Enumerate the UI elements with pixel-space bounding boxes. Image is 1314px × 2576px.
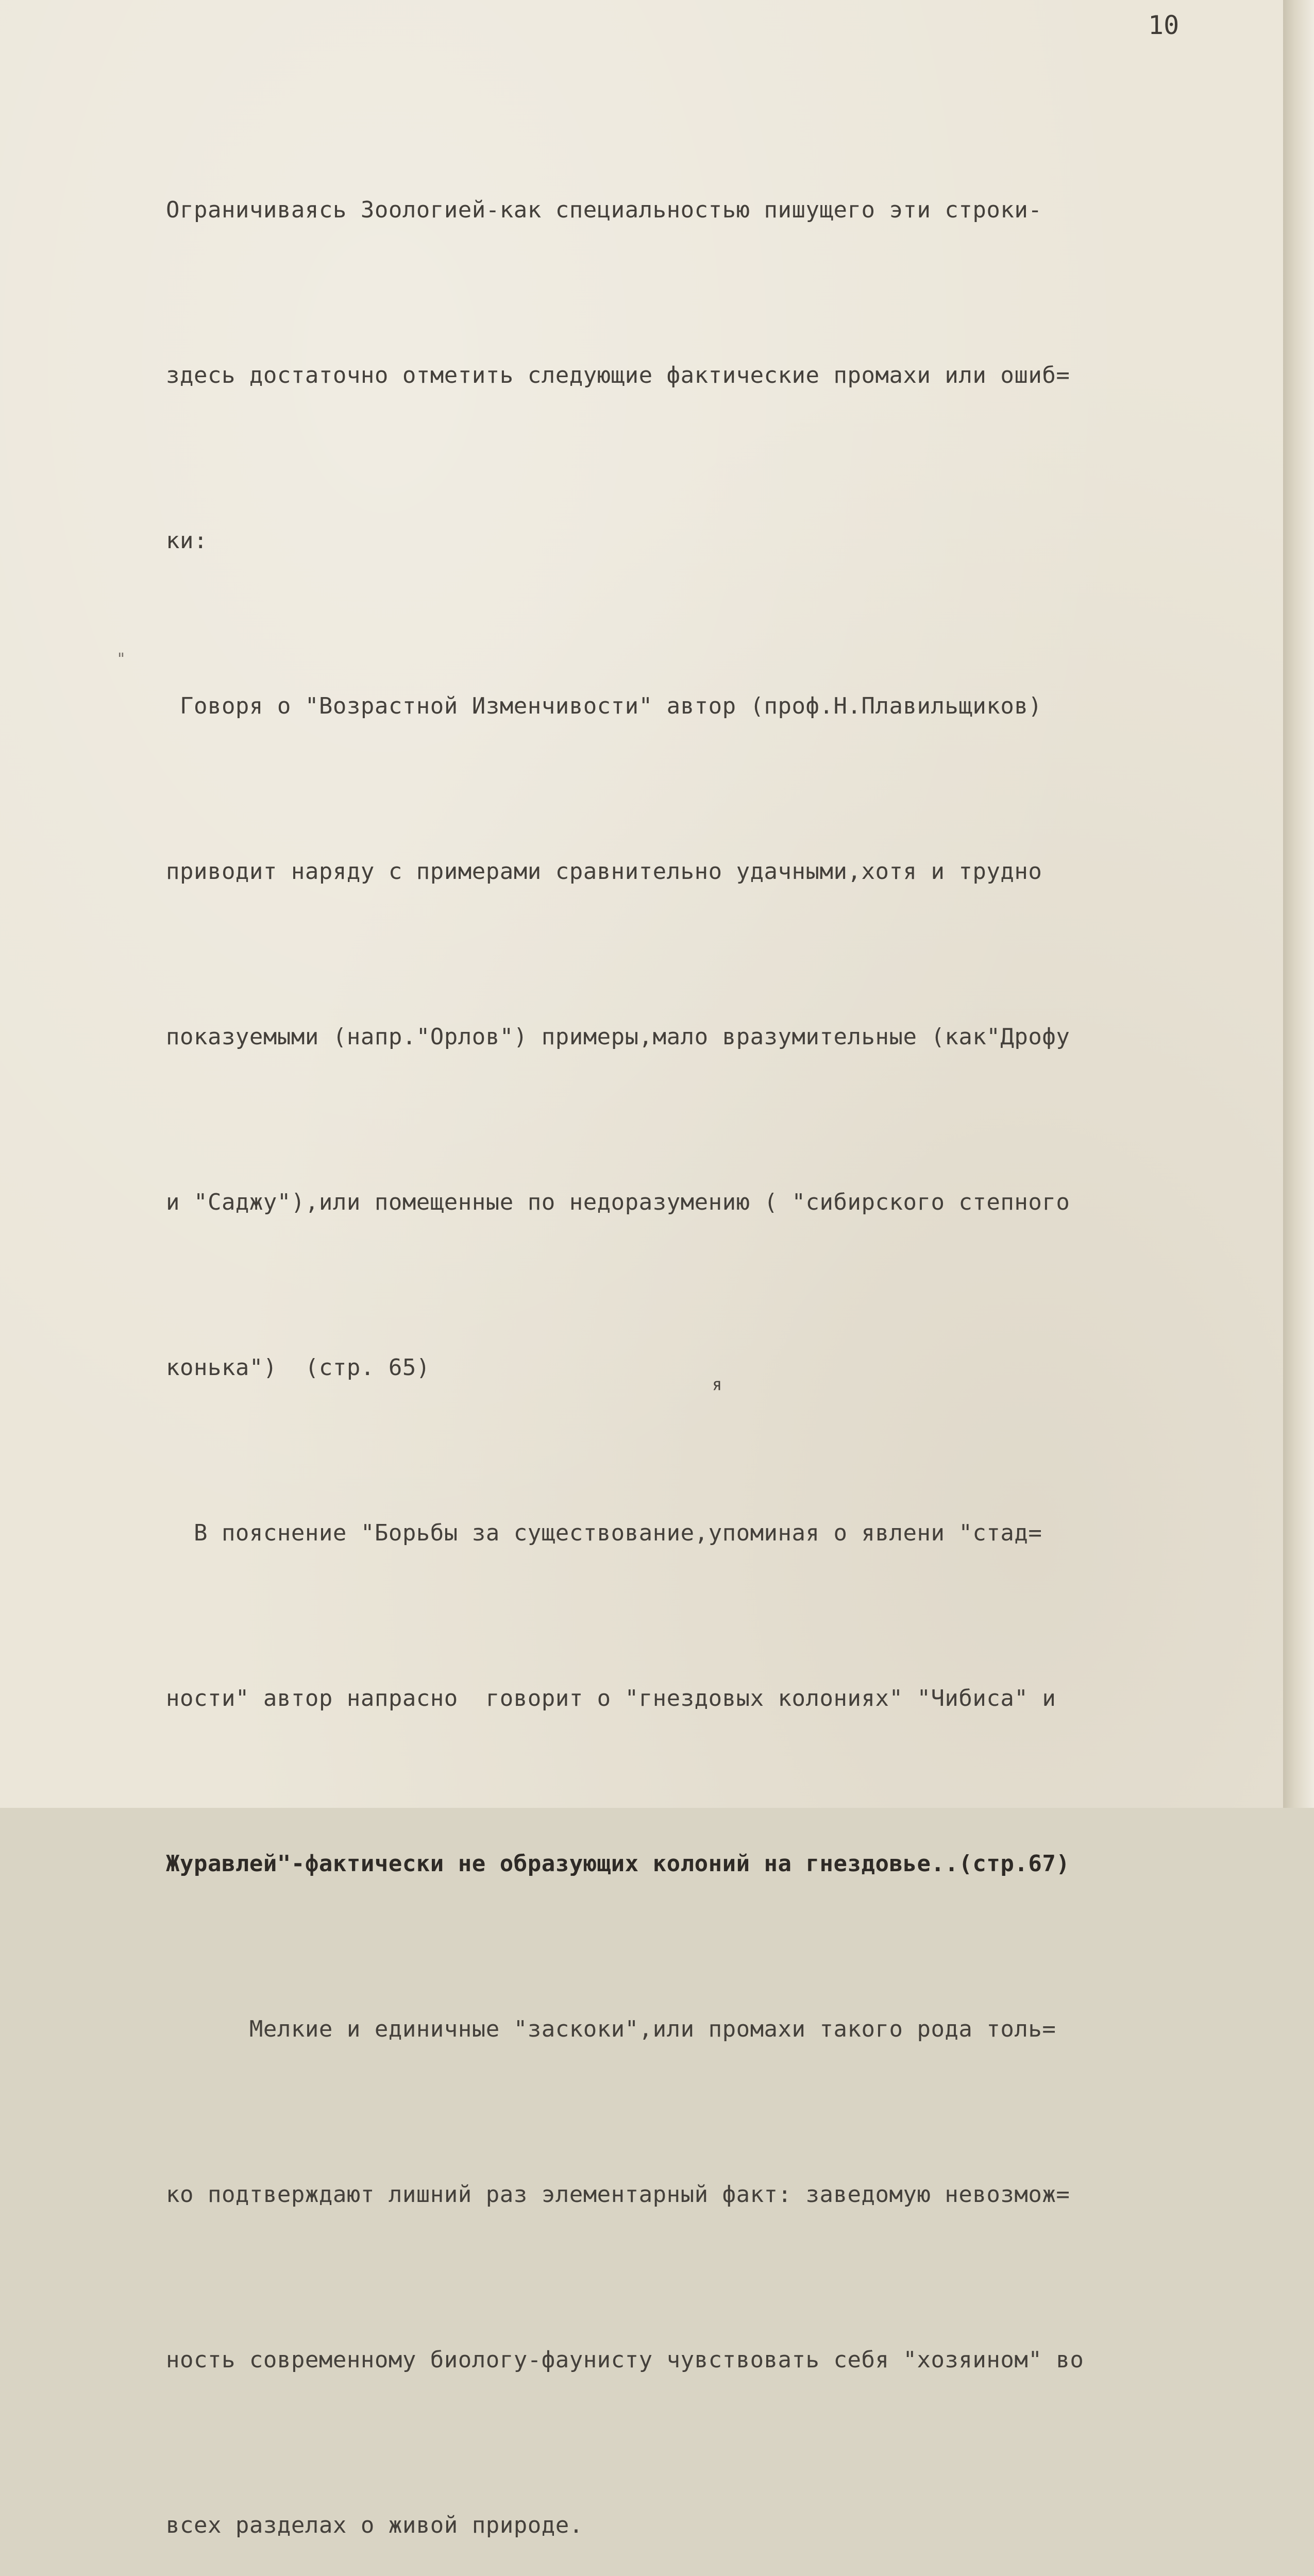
text-line-4: Говоря о "Возрастной Изменчивости" автор (проф.Н.Плавильщиков): [138, 693, 1042, 719]
typewritten-text: [138, 72, 1292, 2576]
text-line-3: ки:: [138, 528, 208, 554]
text-line-2: здесь достаточно отметить следующие фактические промахи или ошиб=: [138, 362, 1070, 388]
text-line-5: приводит наряду с примерами сравнительно удачными,хотя и трудно: [138, 858, 1042, 885]
text-line-9: В пояснение "Борьбы за существование,упоминая о явлени "стад=: [138, 1520, 1042, 1546]
text-line-6: показуемыми (напр."Орлов") примеры,мало вразумительные (как"Дрофу: [138, 1024, 1070, 1050]
text-line-1: Ограничиваясь Зоологией-как специальностью пишущего эти строки-: [138, 197, 1042, 223]
text-line-7: и "Саджу"),или помещенные по недоразумению ( "сибирского степного: [138, 1189, 1070, 1215]
text-line-10: ности" автор напрасно говорит о "гнездовых колониях" "Чибиса" и: [138, 1685, 1056, 1711]
text-line-8: конька") (стр. 65): [138, 1354, 430, 1381]
text-line-14: ность современному биологу-фаунисту чувствовать себя "хозяином" во: [138, 2347, 1084, 2373]
text-line-12: Мелкие и единичные "заскоки",или промахи такого рода толь=: [138, 2016, 1056, 2042]
page-number: 10: [1148, 10, 1180, 40]
page-edge: [1283, 0, 1314, 1808]
superscript-correction: я: [712, 1375, 722, 1394]
text-line-11: Журавлей"-фактически не образующих колоний на гнездовье..(стр.67): [138, 1851, 1070, 1877]
text-line-15: всех разделах о живой природе.: [138, 2512, 583, 2538]
margin-mark: ": [116, 650, 126, 668]
text-line-13: ко подтверждают лишний раз элементарный факт: заведомую невозмож=: [138, 2181, 1070, 2208]
